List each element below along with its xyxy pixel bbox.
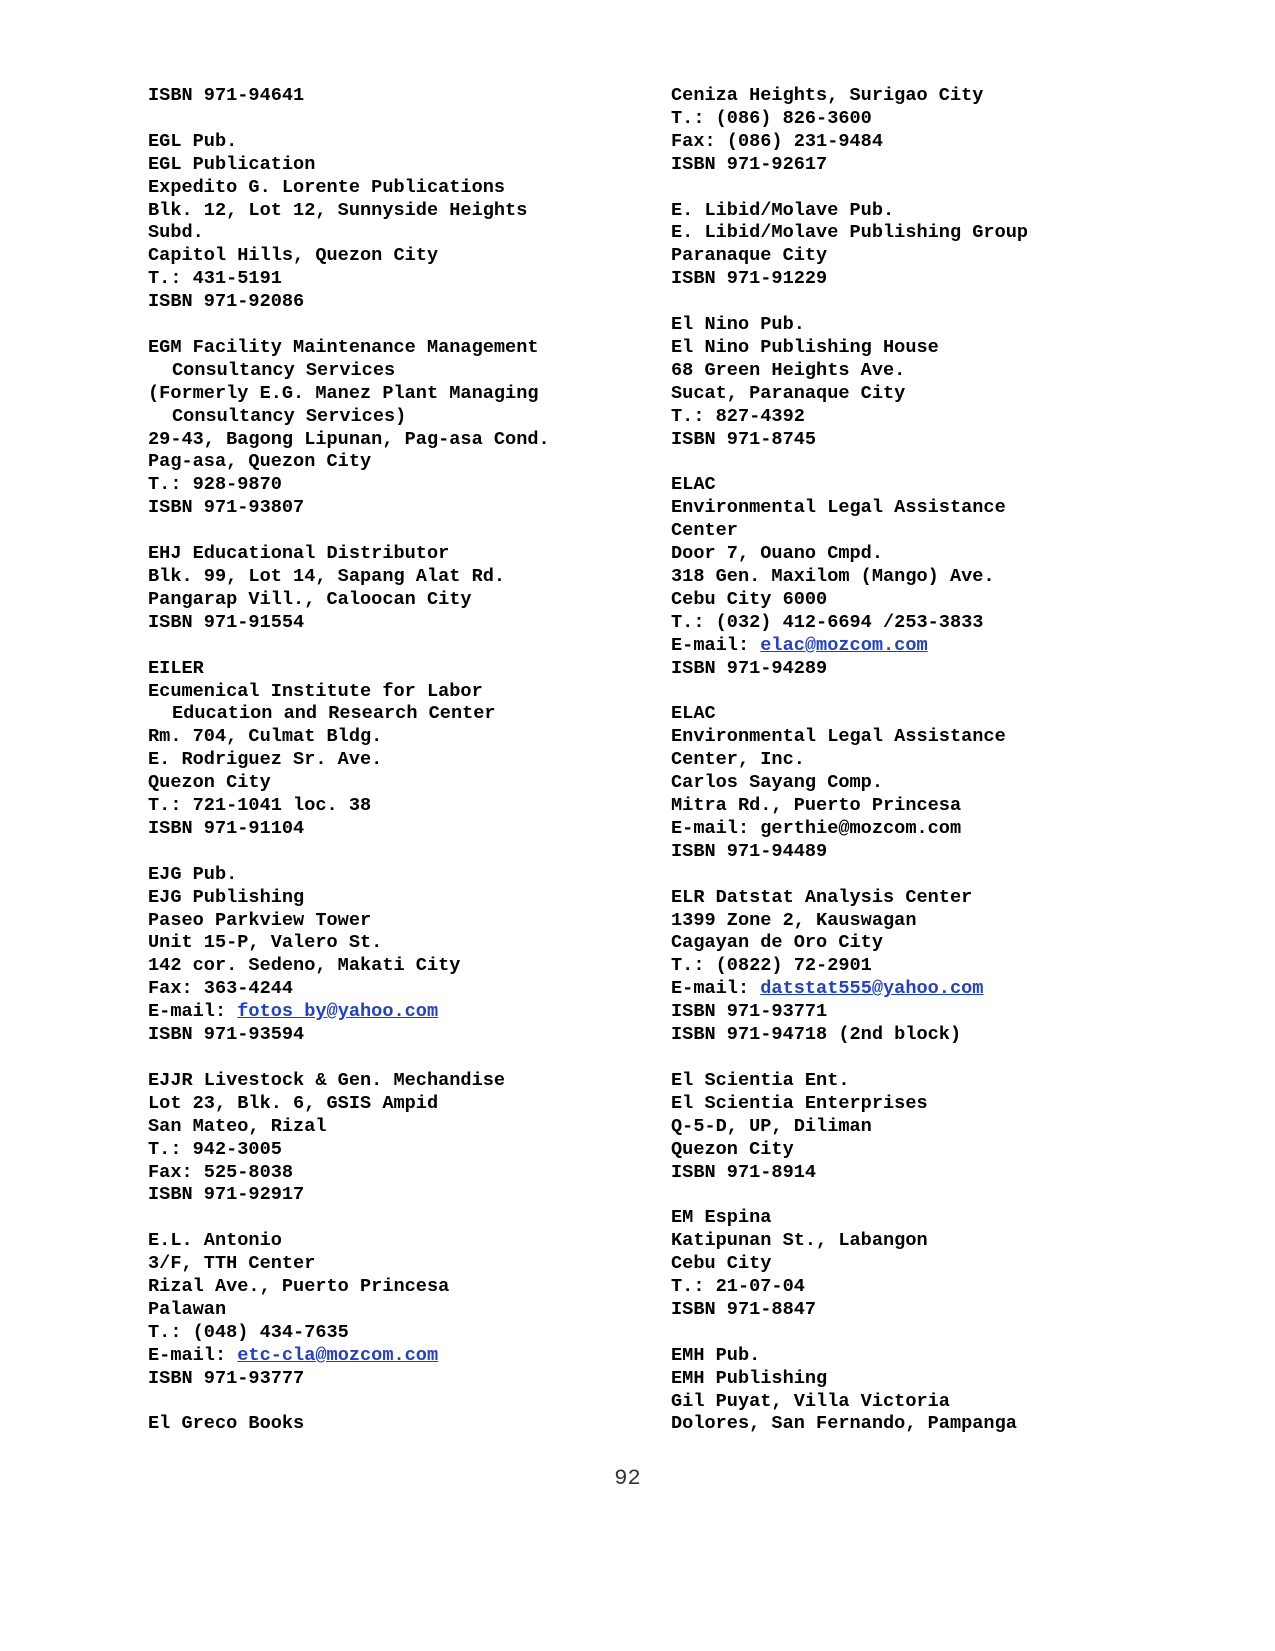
address-line: Gil Puyat, Villa Victoria bbox=[671, 1390, 950, 1412]
entry-name-continued: Center, Inc. bbox=[671, 749, 805, 771]
address-line: Q-5-D, UP, Diliman bbox=[671, 1115, 872, 1137]
entry-name: EGM Facility Maintenance Management bbox=[148, 336, 539, 358]
address-line: Cebu City bbox=[671, 1253, 772, 1275]
entry-name: El Nino Publishing House bbox=[671, 336, 939, 358]
entry-name: Environmental Legal Assistance bbox=[671, 726, 1006, 748]
isbn: ISBN 971-92086 bbox=[148, 291, 305, 313]
email-label: E-mail: bbox=[148, 1001, 238, 1023]
address-line: Cagayan de Oro City bbox=[671, 932, 884, 954]
address-line: Dolores, San Fernando, Pampanga bbox=[671, 1413, 1017, 1435]
email-line bbox=[148, 1345, 648, 1368]
entry-name-continued: Center bbox=[671, 520, 738, 542]
isbn: ISBN 971-91104 bbox=[148, 817, 305, 839]
address-line: Capitol Hills, Quezon City bbox=[148, 245, 439, 267]
isbn: ISBN 971-8914 bbox=[671, 1161, 817, 1183]
telephone: T.: (0822) 72-2901 bbox=[671, 955, 872, 977]
entry-name: E. Libid/Molave Publishing Group bbox=[671, 222, 1029, 244]
email-label: E-mail: bbox=[671, 634, 761, 656]
address-line: Palawan bbox=[148, 1298, 227, 1320]
entry-name: EHJ Educational Distributor bbox=[148, 543, 450, 565]
address-line: Carlos Sayang Comp. bbox=[671, 772, 884, 794]
address-line: Sucat, Paranaque City bbox=[671, 382, 906, 404]
telephone: T.: 827-4392 bbox=[671, 405, 805, 427]
fax: Fax: 363-4244 bbox=[148, 978, 294, 1000]
address-line: Paranaque City bbox=[671, 245, 828, 267]
telephone: T.: (032) 412-6694 /253-3833 bbox=[671, 611, 984, 633]
address-line: Katipunan St., Labangon bbox=[671, 1230, 928, 1252]
entry-ehj-educational bbox=[148, 543, 648, 635]
email-line bbox=[671, 635, 1191, 658]
entry-name-continued: Education and Research Center bbox=[172, 703, 496, 725]
address-line: E. Rodriguez Sr. Ave. bbox=[148, 749, 383, 771]
address-line: Quezon City bbox=[148, 772, 271, 794]
telephone: T.: 721-1041 loc. 38 bbox=[148, 795, 372, 817]
entry-name: EM Espina bbox=[671, 1207, 772, 1229]
address-line: Ceniza Heights, Surigao City bbox=[671, 85, 984, 106]
email-link[interactable]: etc-cla@mozcom.com bbox=[237, 1344, 439, 1366]
isbn: ISBN 971-92917 bbox=[148, 1184, 305, 1206]
entry-eiler bbox=[148, 658, 648, 841]
entry-abbr: EILER bbox=[148, 657, 204, 679]
address-line: Rizal Ave., Puerto Princesa bbox=[148, 1276, 450, 1298]
isbn: ISBN 971-8847 bbox=[671, 1298, 817, 1320]
address-line: Unit 15-P, Valero St. bbox=[148, 932, 383, 954]
address-line: Paseo Parkview Tower bbox=[148, 909, 372, 931]
entry-name: EMH Publishing bbox=[671, 1367, 828, 1389]
isbn: ISBN 971-94289 bbox=[671, 657, 828, 679]
entry-abbr: El Scientia Ent. bbox=[671, 1069, 850, 1091]
entry-em-espina bbox=[671, 1207, 1191, 1322]
address-line: Blk. 12, Lot 12, Sunnyside Heights bbox=[148, 199, 528, 221]
entry-name: ELR Datstat Analysis Center bbox=[671, 886, 973, 908]
isbn: ISBN 971-93594 bbox=[148, 1024, 305, 1046]
entry-egl-pub bbox=[148, 131, 648, 314]
entry-name: EJJR Livestock & Gen. Mechandise bbox=[148, 1069, 506, 1091]
email-line bbox=[148, 1001, 648, 1024]
email-label: E-mail: bbox=[671, 978, 761, 1000]
address-line: Pag-asa, Quezon City bbox=[148, 451, 372, 473]
entry-ejg-pub bbox=[148, 864, 648, 1047]
entry-ceniza-continued bbox=[671, 85, 1191, 177]
address-line: Cebu City 6000 bbox=[671, 588, 828, 610]
isbn: ISBN 971-93807 bbox=[148, 497, 305, 519]
email-line bbox=[671, 978, 1191, 1001]
entry-abbr: EMH Pub. bbox=[671, 1344, 761, 1366]
email-line: E-mail: gerthie@mozcom.com bbox=[671, 817, 962, 839]
address-line: 3/F, TTH Center bbox=[148, 1253, 316, 1275]
entry-name: Ecumenical Institute for Labor bbox=[148, 680, 483, 702]
address-line: San Mateo, Rizal bbox=[148, 1115, 327, 1137]
telephone: T.: (086) 826-3600 bbox=[671, 107, 872, 129]
address-line: Door 7, Ouano Cmpd. bbox=[671, 543, 884, 565]
telephone: T.: 942-3005 bbox=[148, 1138, 282, 1160]
entry-ejjr-livestock bbox=[148, 1070, 648, 1207]
fax: Fax: 525-8038 bbox=[148, 1161, 294, 1183]
entry-isbn-top bbox=[148, 85, 648, 108]
isbn: ISBN 971-91229 bbox=[671, 268, 828, 290]
entry-el-scientia bbox=[671, 1070, 1191, 1185]
telephone: T.: 928-9870 bbox=[148, 474, 282, 496]
entry-egm-facility bbox=[148, 337, 648, 520]
entry-abbr: El Nino Pub. bbox=[671, 314, 805, 336]
address-line: Mitra Rd., Puerto Princesa bbox=[671, 795, 962, 817]
right-column bbox=[671, 85, 1191, 1459]
page-number: 92 bbox=[614, 1466, 641, 1491]
entry-el-greco bbox=[148, 1413, 648, 1436]
entry-abbr: ELAC bbox=[671, 474, 716, 496]
entry-el-antonio bbox=[148, 1230, 648, 1390]
address-line: 1399 Zone 2, Kauswagan bbox=[671, 909, 917, 931]
entry-elr-datstat bbox=[671, 887, 1191, 1047]
entry-el-nino bbox=[671, 314, 1191, 451]
isbn: ISBN 971-93777 bbox=[148, 1367, 305, 1389]
entry-emh-pub bbox=[671, 1345, 1191, 1437]
address-line: Blk. 99, Lot 14, Sapang Alat Rd. bbox=[148, 565, 506, 587]
entry-elac-cebu bbox=[671, 474, 1191, 680]
isbn: ISBN 971-93771 bbox=[671, 1001, 828, 1023]
telephone: T.: 431-5191 bbox=[148, 268, 282, 290]
email-link[interactable]: elac@mozcom.com bbox=[760, 634, 928, 656]
isbn: ISBN 971-8745 bbox=[671, 428, 817, 450]
address-line: Pangarap Vill., Caloocan City bbox=[148, 588, 472, 610]
telephone: T.: 21-07-04 bbox=[671, 1276, 805, 1298]
email-link[interactable]: fotos_by@yahoo.com bbox=[237, 1001, 439, 1023]
left-column bbox=[148, 85, 648, 1459]
address-line: 68 Green Heights Ave. bbox=[671, 359, 906, 381]
former-name-continued: Consultancy Services) bbox=[172, 405, 407, 427]
email-label: E-mail: bbox=[148, 1344, 238, 1366]
entry-name: Environmental Legal Assistance bbox=[671, 497, 1006, 519]
isbn: ISBN 971-94489 bbox=[671, 840, 828, 862]
address-line: 29-43, Bagong Lipunan, Pag-asa Cond. bbox=[148, 428, 550, 450]
entry-abbr: EJG Pub. bbox=[148, 863, 238, 885]
isbn: ISBN 971-91554 bbox=[148, 611, 305, 633]
entry-name: El Greco Books bbox=[148, 1413, 305, 1435]
entry-elac-puerto-princesa bbox=[671, 703, 1191, 863]
entry-abbr: E. Libid/Molave Pub. bbox=[671, 199, 895, 221]
telephone: T.: (048) 434-7635 bbox=[148, 1321, 349, 1343]
address-line: Quezon City bbox=[671, 1138, 794, 1160]
entry-name-continued: Consultancy Services bbox=[172, 359, 396, 381]
entry-libid-molave bbox=[671, 200, 1191, 292]
entry-name: E.L. Antonio bbox=[148, 1230, 282, 1252]
former-name: (Formerly E.G. Manez Plant Managing bbox=[148, 382, 539, 404]
address-line: Subd. bbox=[148, 222, 204, 244]
address-line: Lot 23, Blk. 6, GSIS Ampid bbox=[148, 1092, 439, 1114]
address-line: 142 cor. Sedeno, Makati City bbox=[148, 955, 461, 977]
entry-name: El Scientia Enterprises bbox=[671, 1092, 928, 1114]
entry-name: EJG Publishing bbox=[148, 886, 305, 908]
address-line: 318 Gen. Maxilom (Mango) Ave. bbox=[671, 565, 995, 587]
entry-abbr: EGL Pub. bbox=[148, 130, 238, 152]
email-link[interactable]: datstat555@yahoo.com bbox=[760, 978, 984, 1000]
isbn: ISBN 971-94641 bbox=[148, 85, 305, 106]
fax: Fax: (086) 231-9484 bbox=[671, 130, 884, 152]
address-line: Rm. 704, Culmat Bldg. bbox=[148, 726, 383, 748]
entry-name: EGL Publication bbox=[148, 153, 316, 175]
entry-alt-name: Expedito G. Lorente Publications bbox=[148, 176, 506, 198]
isbn: ISBN 971-94718 (2nd block) bbox=[671, 1024, 962, 1046]
isbn: ISBN 971-92617 bbox=[671, 153, 828, 175]
entry-abbr: ELAC bbox=[671, 703, 716, 725]
